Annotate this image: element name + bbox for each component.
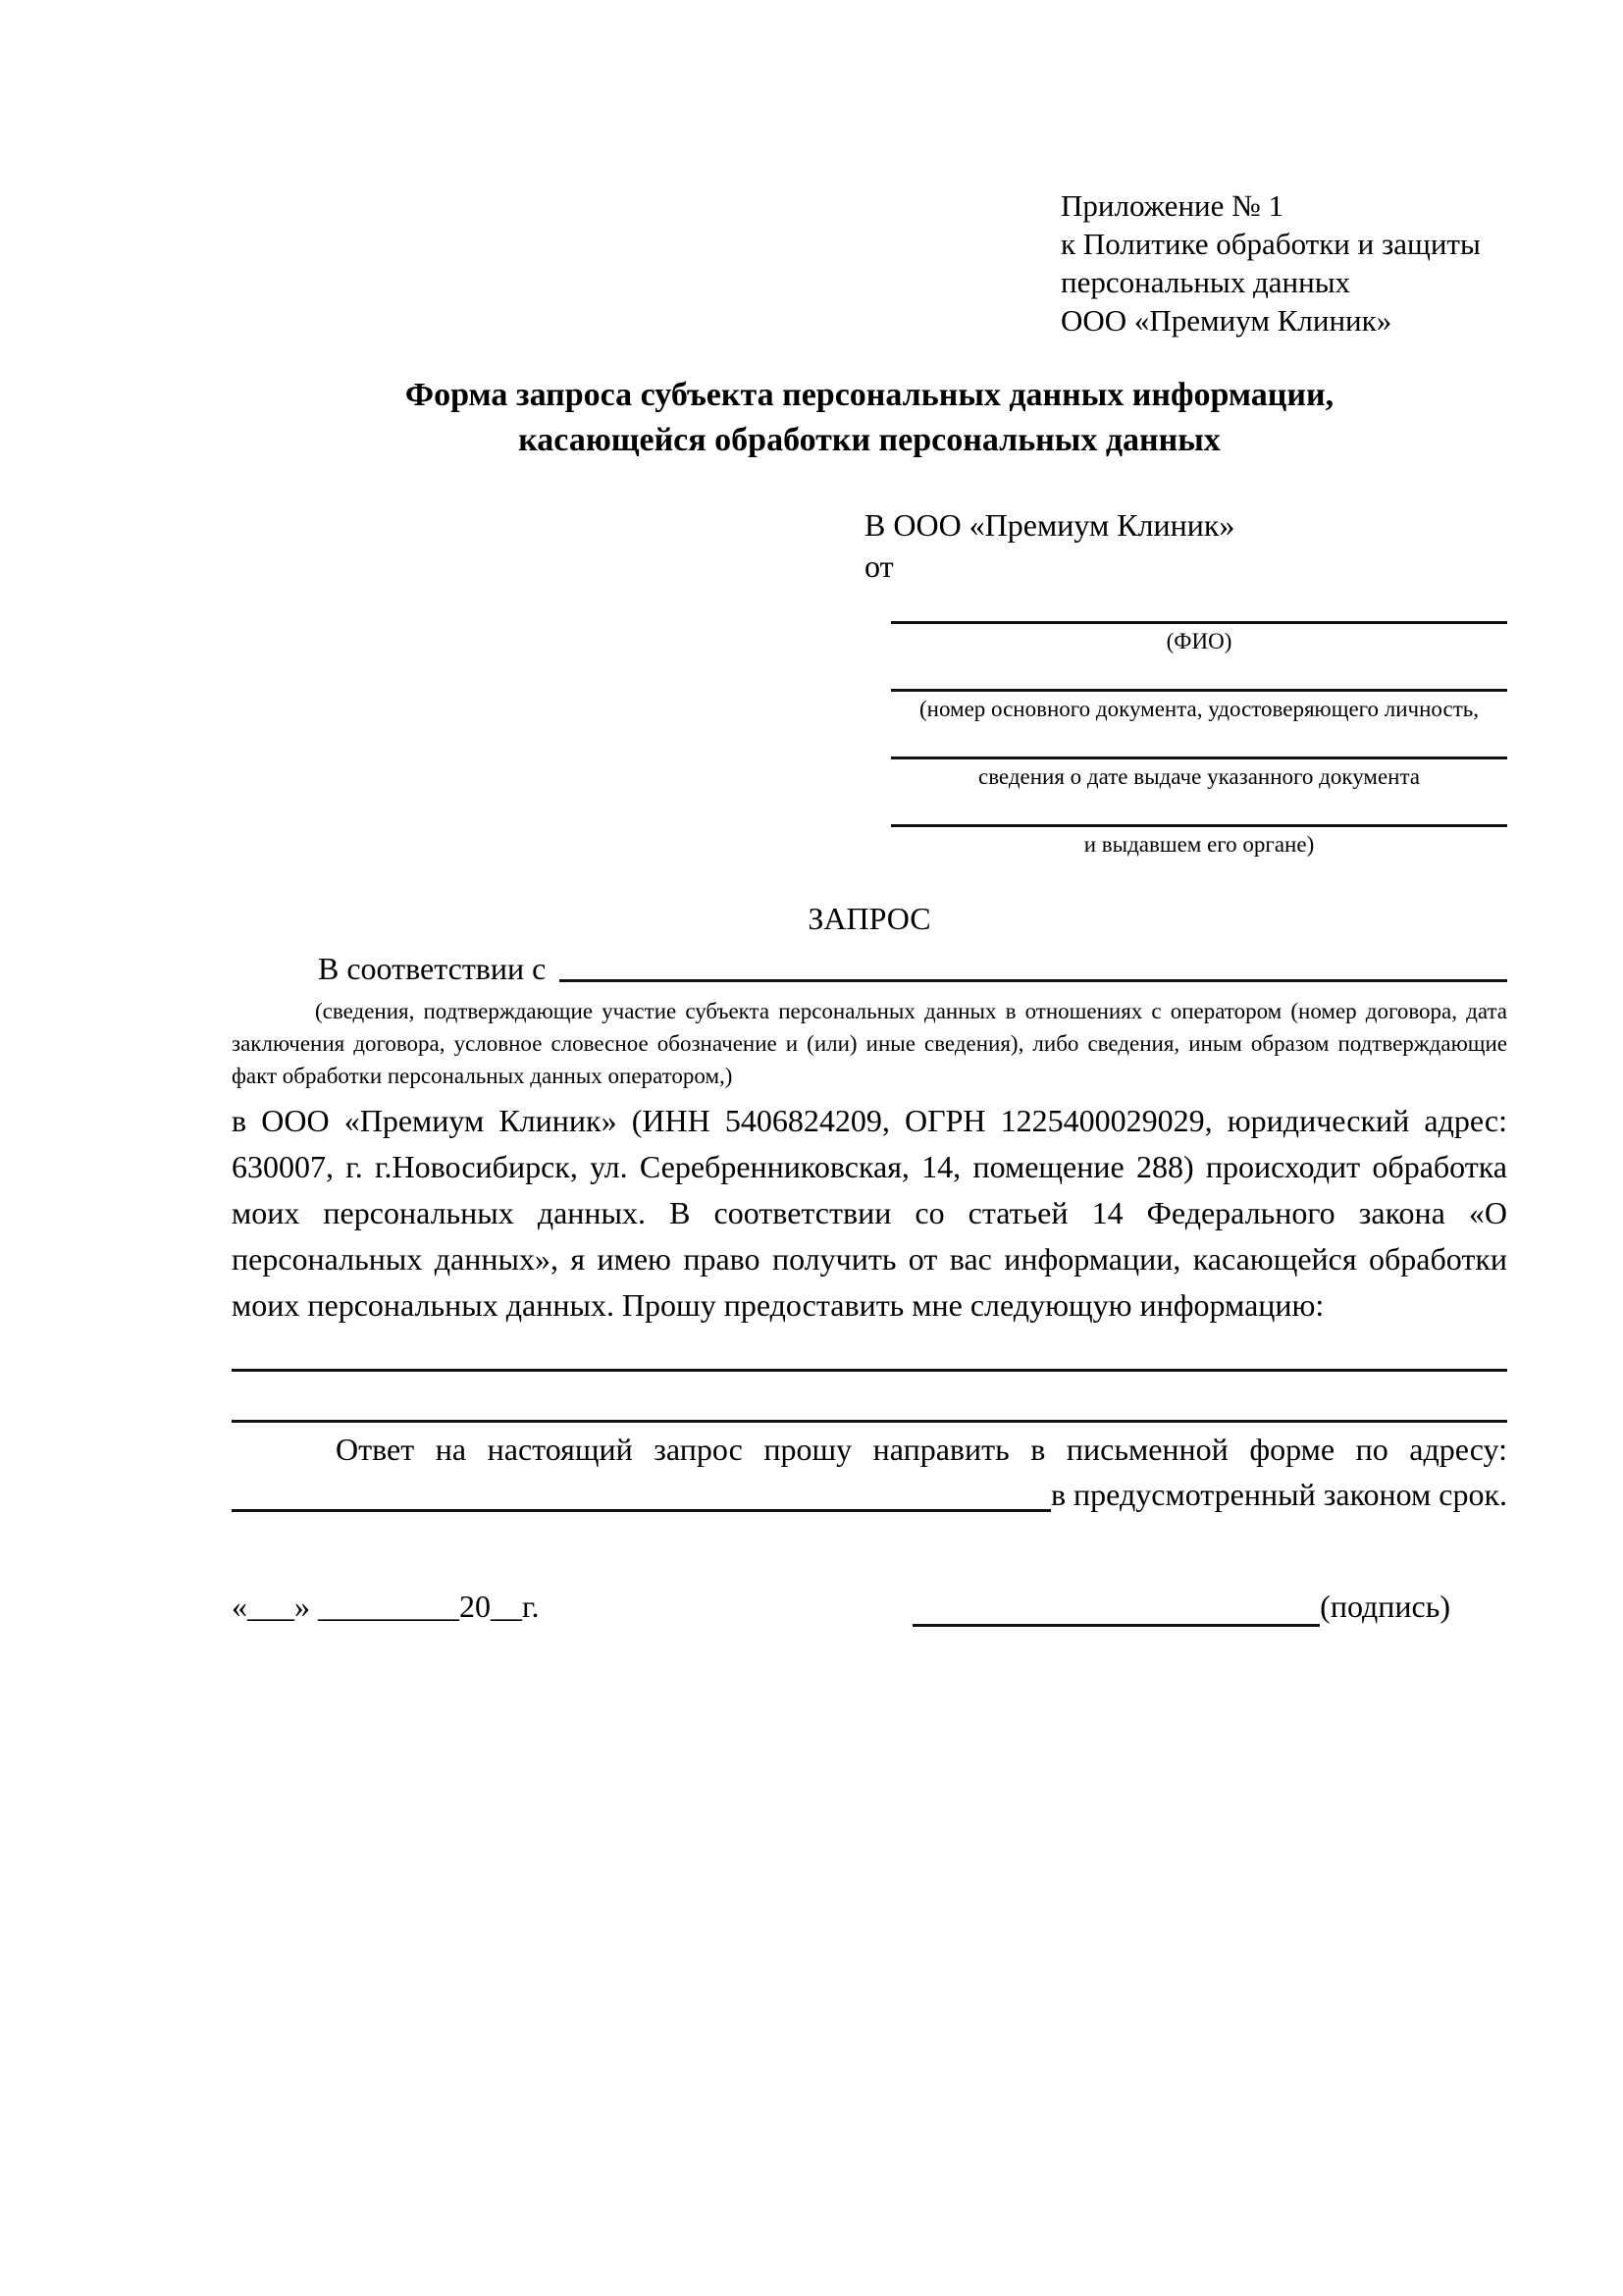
signature-blank-line: [913, 1590, 1320, 1627]
information-blank-line: [232, 1372, 1507, 1423]
issuing-authority-blank-line: [891, 790, 1507, 827]
accordance-footnote: (сведения, подтверждающие участие субъекта персональных данных в отношениях с оператором (номер договора, дата заключения договора, условное словесное обозначение и (или) иные сведения), либо сведения, иным образом подтверждающие факт обработки персональных данных оператором,): [232, 999, 1507, 1088]
addressee-from-label: от: [864, 548, 894, 584]
response-suffix: в предусмотренный законом срок.: [1050, 1477, 1507, 1512]
addressee-block: [864, 504, 1507, 858]
request-body-paragraph: в ООО «Премиум Клиник» (ИНН 5406824209, ОГРН 1225400029029, юридический адрес: 630007, г. г.Новосибирск, ул. Серебренниковская, 14, помещение 288) происходит обработка моих персональных данных. В соответствии со статьей 14 Федерального закона «О персональных данных», я имею право получить от вас информации, касающейся обработки моих персональных данных. Прошу предоставить мне следующую информацию:: [232, 1103, 1507, 1323]
signature-row: [232, 1586, 1507, 1627]
document-number-blank-line: [891, 654, 1507, 692]
date-field: «___» _________20__г.: [232, 1589, 540, 1624]
signature-caption: (подпись): [1320, 1589, 1450, 1624]
accordance-blank-line: [559, 979, 1507, 982]
page-title-line: Форма запроса субъекта персональных данных информации,: [404, 377, 1335, 413]
information-blank-line: [232, 1329, 1507, 1372]
fio-blank-line: [891, 587, 1507, 624]
response-paragraph: Ответ на настоящий запрос прошу направить в письменной форме по адресу:: [336, 1432, 1507, 1467]
issue-date-caption: сведения о дате выдаче указанного документа: [977, 764, 1421, 789]
appendix-line: Приложение № 1: [1061, 188, 1283, 223]
appendix-line: к Политике обработки и защиты: [1061, 227, 1481, 261]
appendix-header: [1061, 186, 1507, 339]
page-title: [232, 373, 1507, 463]
appendix-line: персональных данных: [1061, 265, 1351, 299]
issuing-authority-caption: и выдавшем его органе): [1083, 832, 1315, 857]
appendix-line: ООО «Премиум Клиник»: [1061, 303, 1392, 338]
accordance-label: В соответствии с: [318, 951, 547, 986]
accordance-row: [232, 951, 1507, 987]
address-blank-line: [232, 1509, 1051, 1512]
page-title-line: касающейся обработки персональных данных: [518, 422, 1221, 458]
addressee-to: В ООО «Премиум Клиник»: [864, 507, 1235, 543]
request-heading: ЗАПРОС: [808, 901, 931, 936]
response-address-row: [232, 1473, 1507, 1517]
document-number-caption: (номер основного документа, удостоверяющего личность,: [918, 697, 1479, 721]
fio-caption: (ФИО): [1166, 629, 1232, 653]
issue-date-blank-line: [891, 722, 1507, 759]
